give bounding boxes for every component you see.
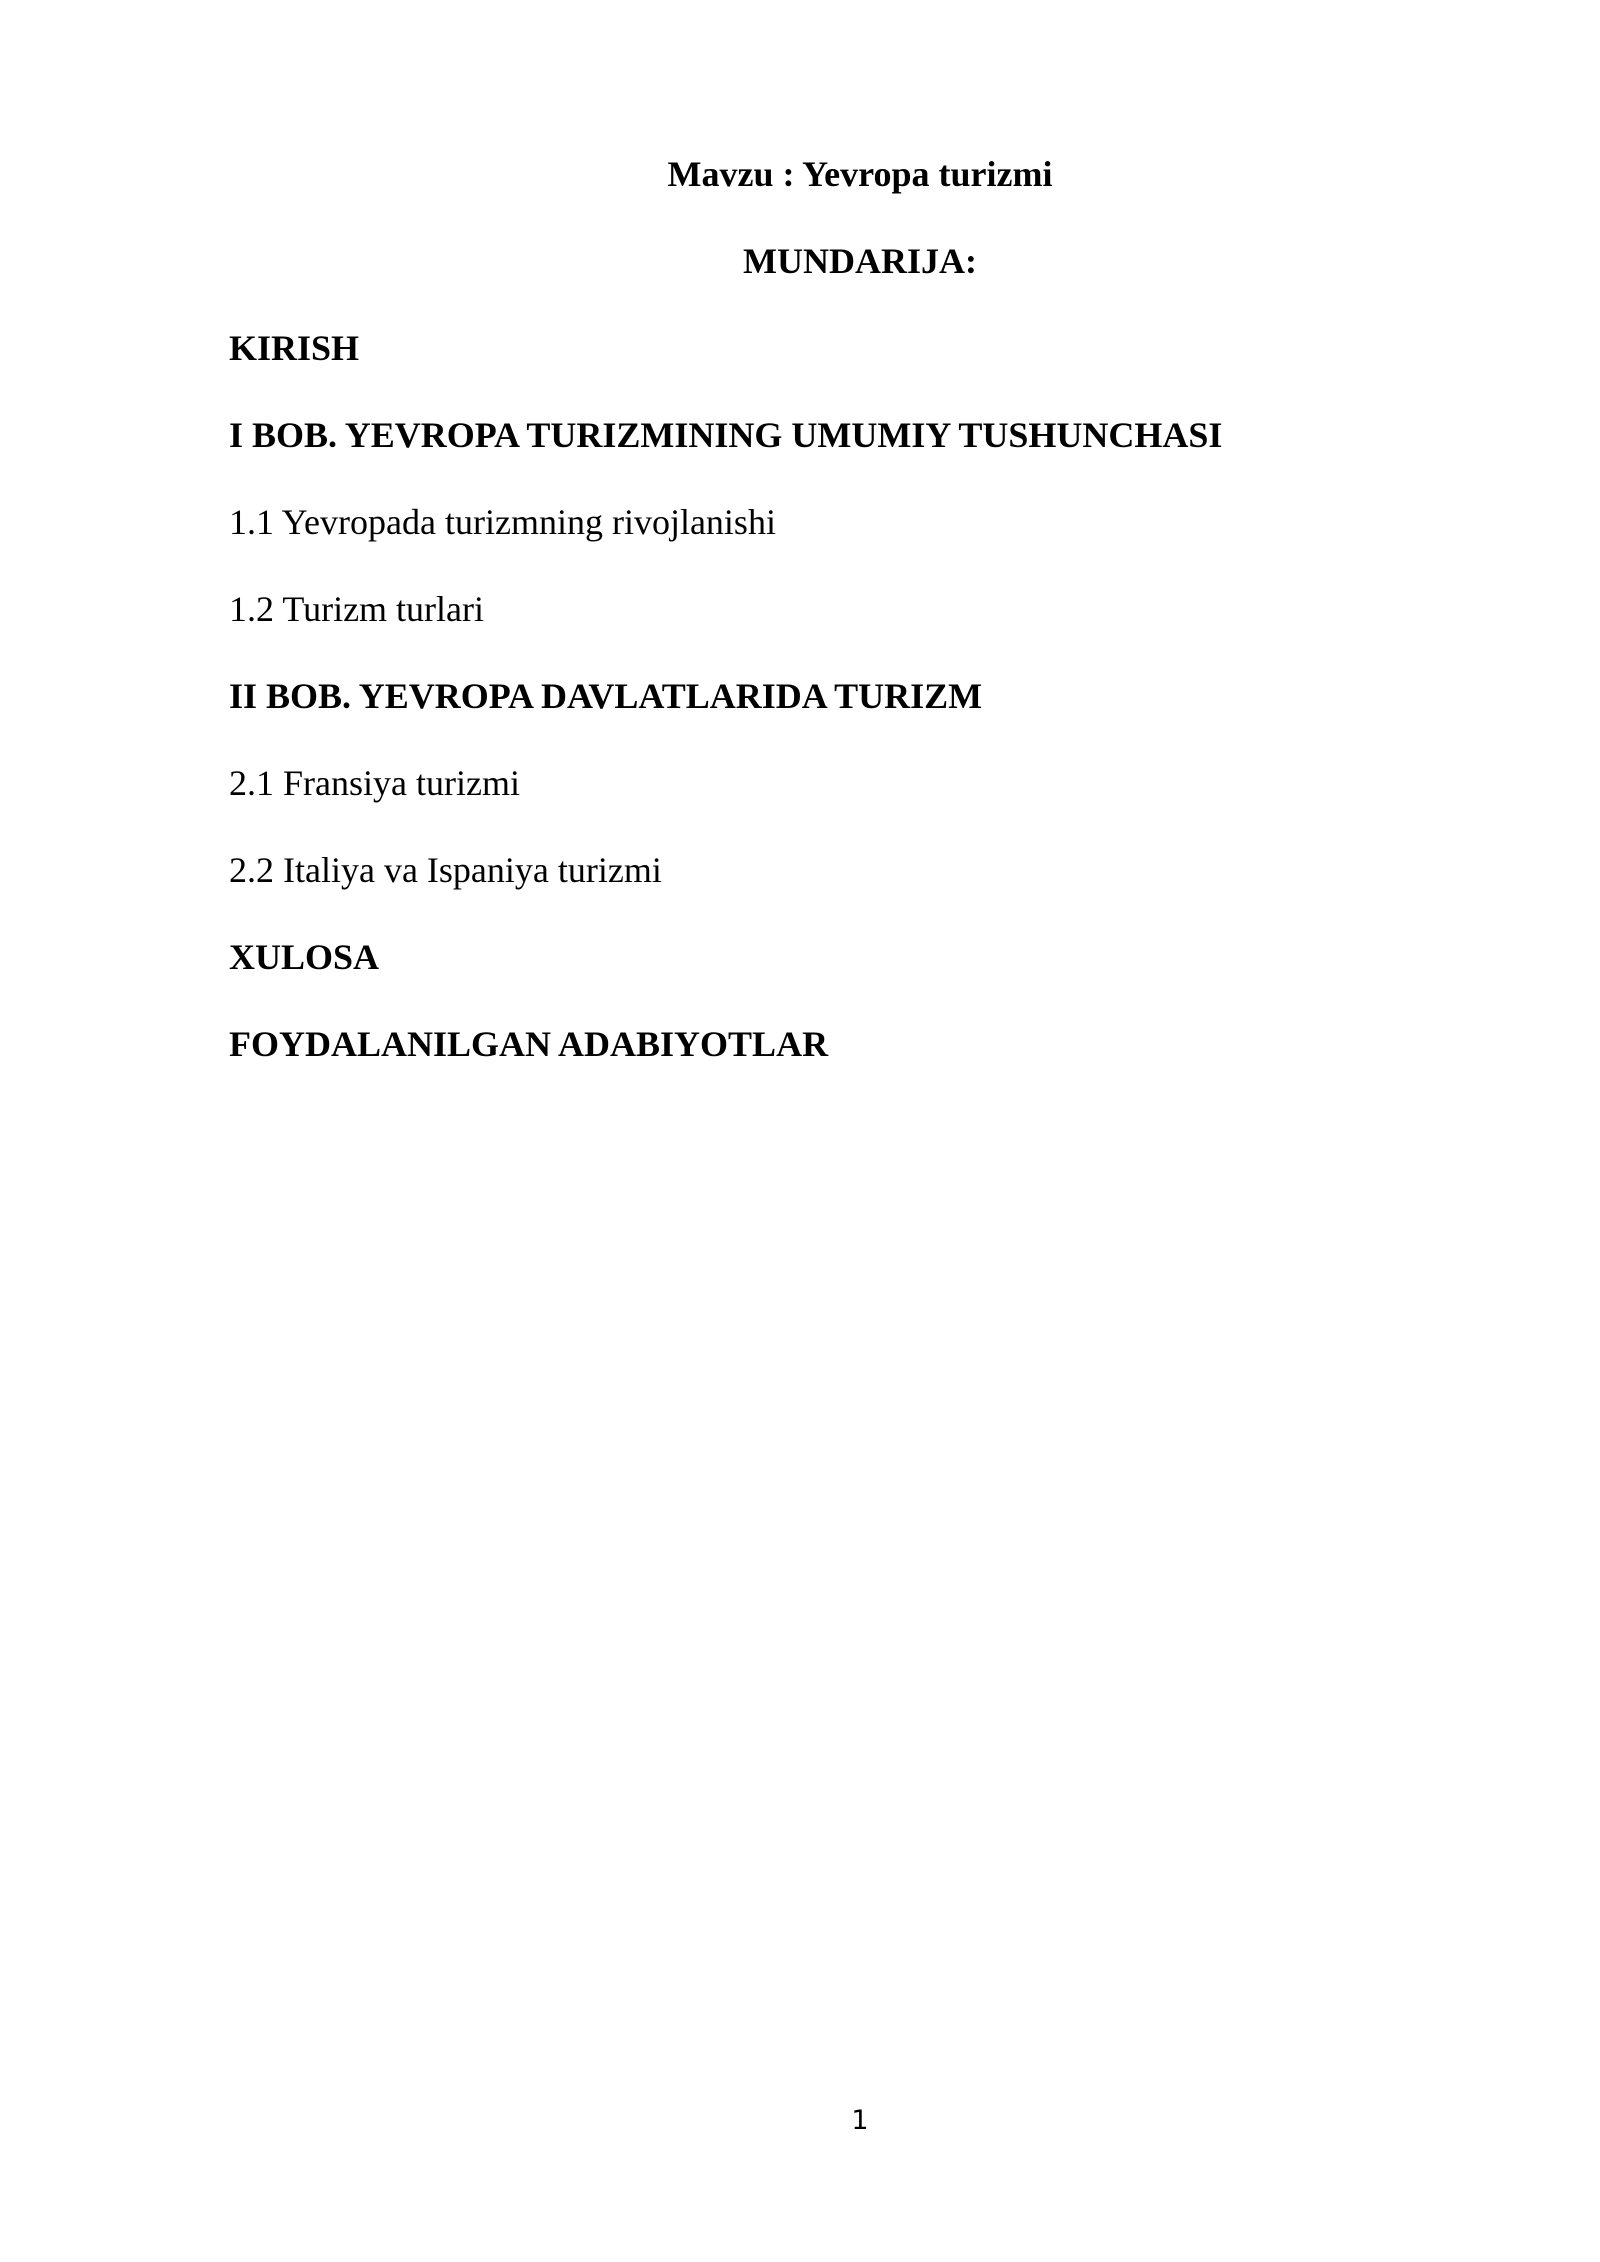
toc-entry-section-2-2: 2.2 Italiya va Ispaniya turizmi — [229, 850, 662, 890]
toc-entry-references: FOYDALANILGAN ADABIYOTLAR — [229, 1024, 829, 1064]
toc-entry-chapter-2: II BOB. YEVROPA DAVLATLARIDA TURIZM — [229, 676, 983, 716]
toc-entry-section-1-2: 1.2 Turizm turlari — [229, 589, 485, 629]
toc-entry-conclusion: XULOSA — [229, 937, 380, 977]
contents-heading: MUNDARIJA: — [743, 241, 977, 281]
toc-entry-introduction: KIRISH — [229, 328, 360, 368]
page-number: 1 — [851, 2105, 869, 2136]
toc-entry-chapter-1: I BOB. YEVROPA TURIZMINING UMUMIY TUSHUNCHASI — [229, 415, 1223, 455]
topic-title: Mavzu : Yevropa turizmi — [667, 154, 1053, 194]
toc-entry-section-2-1: 2.1 Fransiya turizmi — [229, 763, 520, 803]
toc-entry-section-1-1: 1.1 Yevropada turizmning rivojlanishi — [229, 502, 776, 542]
